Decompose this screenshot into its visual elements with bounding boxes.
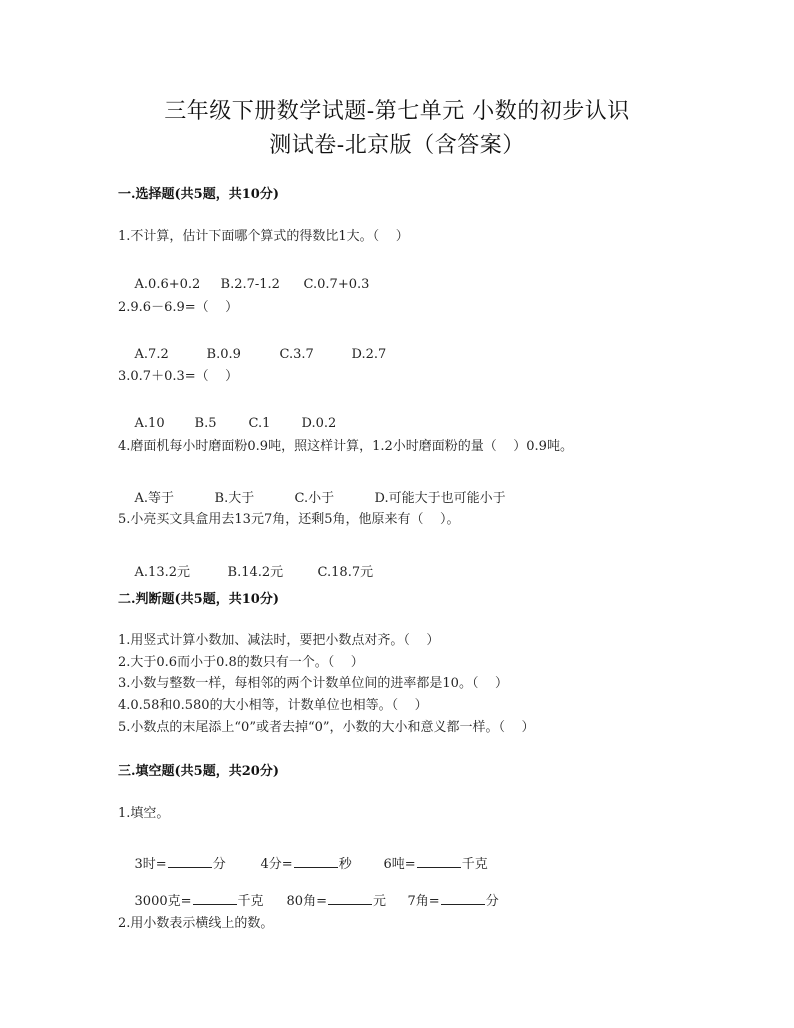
document-title-line2: 测试卷-北京版（含答案） <box>269 133 525 158</box>
question-4: 4.磨面机每小时磨面粉0.9吨，照这样计算，1.2小时磨面粉的量（ ）0.9吨。 <box>118 439 573 454</box>
fill-item: 4分= 秒 <box>260 857 352 872</box>
option-d: D.0.2 <box>301 416 337 431</box>
option-a: A.0.6+0.2 <box>134 277 201 292</box>
option-d: D.2.7 <box>351 347 387 362</box>
option-c: C.1 <box>248 416 271 431</box>
option-c: C.3.7 <box>279 347 314 362</box>
option-b: B.14.2元 <box>227 565 284 580</box>
option-b: B.大于 <box>214 491 255 506</box>
answer-blank[interactable] <box>417 855 461 868</box>
judge-item-2: 2.大于0.6而小于0.8的数只有一个。（ ） <box>118 655 364 670</box>
option-b: B.2.7-1.2 <box>220 277 280 292</box>
judge-item-4: 4.0.58和0.580的大小相等，计数单位也相等。（ ） <box>118 698 428 713</box>
option-b: B.5 <box>194 416 217 431</box>
option-b: B.0.9 <box>206 347 241 362</box>
section3-heading: 三.填空题(共5题，共20分) <box>118 764 279 779</box>
fill-item: 7角= 分 <box>407 894 499 909</box>
question-1: 1.不计算，估计下面哪个算式的得数比1大。（ ） <box>118 229 409 244</box>
option-a: A.7.2 <box>134 347 169 362</box>
fill-item: 6吨= 千克 <box>383 857 488 872</box>
section2-heading: 二.判断题(共5题，共10分) <box>118 592 279 607</box>
judge-item-1: 1.用竖式计算小数加、减法时，要把小数点对齐。（ ） <box>118 633 440 648</box>
fill-item: 80角= 元 <box>286 894 386 909</box>
answer-blank[interactable] <box>193 892 237 905</box>
fill-item: 3000克= 千克 <box>134 894 264 909</box>
question-5: 5.小亮买文具盒用去13元7角，还剩5角，他原来有（ ）。 <box>118 512 460 527</box>
judge-item-5: 5.小数点的末尾添上“0”或者去掉“0”，小数的大小和意义都一样。（ ） <box>118 720 535 735</box>
answer-blank[interactable] <box>441 892 485 905</box>
option-c: C.18.7元 <box>317 565 374 580</box>
judge-item-3: 3.小数与整数一样，每相邻的两个计数单位间的进率都是10。（ ） <box>118 676 508 691</box>
question-2: 2.9.6－6.9=（ ） <box>118 300 239 315</box>
question-3: 3.0.7＋0.3=（ ） <box>118 369 239 384</box>
option-a: A.10 <box>134 416 165 431</box>
fill-question-1: 1.填空。 <box>118 806 170 821</box>
option-d: D.可能大于也可能小于 <box>374 491 506 506</box>
option-a: A.等于 <box>134 491 175 506</box>
fill-item: 3时= 分 <box>134 857 226 872</box>
document-title-line1: 三年级下册数学试题-第七单元 小数的初步认识 <box>164 99 630 124</box>
option-a: A.13.2元 <box>134 565 190 580</box>
fill-question-2: 2.用小数表示横线上的数。 <box>118 916 274 931</box>
option-c: C.小于 <box>294 491 335 506</box>
option-c: C.0.7+0.3 <box>303 277 370 292</box>
section1-heading: 一.选择题(共5题，共10分) <box>118 187 279 202</box>
answer-blank[interactable] <box>294 855 338 868</box>
answer-blank[interactable] <box>168 855 212 868</box>
answer-blank[interactable] <box>328 892 372 905</box>
